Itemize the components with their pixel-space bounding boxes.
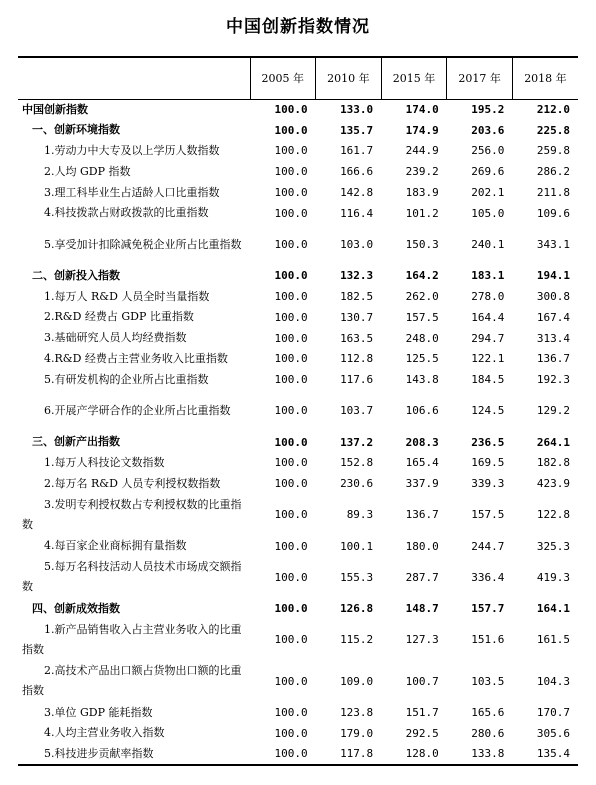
value-2018: 211.8 xyxy=(536,186,570,200)
value-2005: 100.0 xyxy=(274,404,308,418)
row-label: 5.享受加计扣除减免税企业所占比重指数 xyxy=(44,237,242,251)
value-2018: 305.6 xyxy=(536,726,570,740)
value-2018: 161.5 xyxy=(536,633,570,647)
row-label: 3.理工科毕业生占适龄人口比重指数 xyxy=(44,185,220,199)
table-row xyxy=(18,349,578,370)
value-2018: 264.1 xyxy=(536,435,570,449)
value-2018: 167.4 xyxy=(536,310,570,324)
table-row xyxy=(18,557,578,599)
value-2018: 343.1 xyxy=(536,238,570,252)
table-row xyxy=(18,473,578,494)
row-label: 1.每万人 R&D 人员全时当量指数 xyxy=(44,289,210,303)
value-2017: 105.0 xyxy=(471,206,505,220)
value-2005: 100.0 xyxy=(274,103,308,117)
value-2017: 151.6 xyxy=(471,633,505,647)
value-2005: 100.0 xyxy=(274,539,308,553)
row-label: 1.新产品销售收入占主营业务收入的比重指数 xyxy=(22,622,242,656)
table-row xyxy=(18,120,578,141)
value-2018: 259.8 xyxy=(536,144,570,158)
value-2010: 116.4 xyxy=(340,206,374,220)
value-2018: 212.0 xyxy=(536,103,570,117)
value-2010: 132.3 xyxy=(340,269,374,283)
value-2005: 100.0 xyxy=(274,165,308,179)
value-2017: 124.5 xyxy=(471,404,505,418)
value-2017: 203.6 xyxy=(471,123,505,137)
value-2010: 179.0 xyxy=(340,726,374,740)
value-2015: 125.5 xyxy=(405,352,439,366)
value-2017: 184.5 xyxy=(471,373,505,387)
value-2015: 157.5 xyxy=(405,310,439,324)
row-label: 5.每万名科技活动人员技术市场成交额指数 xyxy=(22,560,242,594)
value-2015: 143.8 xyxy=(405,373,439,387)
header-label-column xyxy=(18,57,250,99)
row-label: 3.发明专利授权数占专利授权数的比重指数 xyxy=(22,497,242,531)
value-2015: 248.0 xyxy=(405,331,439,345)
row-label: 6.开展产学研合作的企业所占比重指数 xyxy=(44,403,231,417)
value-2005: 100.0 xyxy=(274,310,308,324)
row-label: 4.人均主营业务收入指数 xyxy=(44,726,165,740)
value-2010: 126.8 xyxy=(340,602,374,616)
value-2015: 136.7 xyxy=(405,508,439,522)
value-2017: 165.6 xyxy=(471,706,505,719)
table-row xyxy=(18,661,578,703)
value-2010: 135.7 xyxy=(340,123,374,137)
value-2015: 151.7 xyxy=(405,706,439,719)
value-2010: 109.0 xyxy=(340,674,374,688)
value-2005: 100.0 xyxy=(274,674,308,688)
value-2017: 103.5 xyxy=(471,674,505,688)
value-2018: 182.8 xyxy=(536,456,570,470)
value-2018: 225.8 xyxy=(536,123,570,137)
value-2015: 292.5 xyxy=(405,726,439,740)
row-label: 4.每百家企业商标拥有量指数 xyxy=(44,539,187,553)
value-2018: 313.4 xyxy=(536,331,570,345)
value-2018: 170.7 xyxy=(536,706,570,719)
value-2010: 142.8 xyxy=(340,186,374,200)
value-2018: 104.3 xyxy=(536,674,570,688)
value-2015: 287.7 xyxy=(405,570,439,584)
value-2017: 244.7 xyxy=(471,539,505,553)
table-row xyxy=(18,744,578,765)
row-label: 1.每万人科技论文数指数 xyxy=(44,455,165,469)
value-2010: 103.7 xyxy=(340,404,374,418)
value-2017: 157.7 xyxy=(471,602,505,616)
row-label: 2.高技术产品出口额占货物出口额的比重指数 xyxy=(22,664,242,698)
value-2015: 106.6 xyxy=(405,404,439,418)
header-year-2018: 2018 年 xyxy=(512,57,578,99)
table-row xyxy=(18,182,578,203)
value-2005: 100.0 xyxy=(274,435,308,449)
value-2005: 100.0 xyxy=(274,144,308,158)
value-2018: 194.1 xyxy=(536,269,570,283)
value-2005: 100.0 xyxy=(274,477,308,491)
value-2017: 183.1 xyxy=(471,269,505,283)
table-row xyxy=(18,390,578,432)
value-2005: 100.0 xyxy=(274,290,308,304)
table-row xyxy=(18,494,578,536)
value-2017: 164.4 xyxy=(471,310,505,324)
table-row xyxy=(18,432,578,453)
row-label: 3.单位 GDP 能耗指数 xyxy=(44,705,153,719)
value-2018: 286.2 xyxy=(536,165,570,179)
value-2010: 89.3 xyxy=(346,508,374,522)
value-2015: 127.3 xyxy=(405,633,439,647)
value-2017: 133.8 xyxy=(447,744,513,765)
row-label: 5.有研发机构的企业所占比重指数 xyxy=(44,372,209,386)
value-2005: 100.0 xyxy=(274,123,308,137)
value-2005: 100.0 xyxy=(274,238,308,252)
value-2010: 112.8 xyxy=(340,352,374,366)
value-2017: 240.1 xyxy=(471,238,505,252)
value-2018: 135.4 xyxy=(512,744,578,765)
value-2015: 148.7 xyxy=(405,602,439,616)
table-header-row xyxy=(18,57,578,99)
value-2015: 101.2 xyxy=(405,206,439,220)
value-2015: 244.9 xyxy=(405,144,439,158)
table-row xyxy=(18,619,578,661)
value-2015: 100.7 xyxy=(405,674,439,688)
header-year-2015: 2015 年 xyxy=(381,57,447,99)
value-2015: 180.0 xyxy=(405,539,439,553)
row-label: 中国创新指数 xyxy=(22,102,88,116)
value-2017: 195.2 xyxy=(471,103,505,117)
value-2010: 230.6 xyxy=(340,477,374,491)
value-2005: 100.0 xyxy=(274,373,308,387)
table-row xyxy=(18,286,578,307)
table-row xyxy=(18,328,578,349)
value-2015: 239.2 xyxy=(405,165,439,179)
value-2018: 122.8 xyxy=(536,508,570,522)
value-2018: 419.3 xyxy=(536,570,570,584)
value-2015: 165.4 xyxy=(405,456,439,470)
value-2005: 100.0 xyxy=(274,206,308,220)
value-2005: 100.0 xyxy=(250,744,316,765)
value-2005: 100.0 xyxy=(274,602,308,616)
value-2015: 208.3 xyxy=(405,435,439,449)
table-row xyxy=(18,99,578,120)
table-row xyxy=(18,203,578,224)
table-row xyxy=(18,265,578,286)
row-label: 2.每万名 R&D 人员专利授权数指数 xyxy=(44,476,221,490)
value-2010: 103.0 xyxy=(340,238,374,252)
row-label: 三、创新产出指数 xyxy=(32,435,120,449)
value-2010: 161.7 xyxy=(340,144,374,158)
value-2010: 117.8 xyxy=(316,744,382,765)
value-2015: 128.0 xyxy=(381,744,447,765)
value-2010: 137.2 xyxy=(340,435,374,449)
value-2015: 164.2 xyxy=(405,269,439,283)
value-2017: 122.1 xyxy=(471,352,505,366)
value-2017: 236.5 xyxy=(471,435,505,449)
value-2018: 164.1 xyxy=(536,602,570,616)
value-2018: 109.6 xyxy=(536,206,570,220)
value-2015: 337.9 xyxy=(405,477,439,491)
value-2017: 294.7 xyxy=(471,331,505,345)
value-2015: 262.0 xyxy=(405,290,439,304)
value-2017: 278.0 xyxy=(471,290,505,304)
value-2005: 100.0 xyxy=(274,706,308,719)
row-label: 5.科技进步贡献率指数 xyxy=(18,744,250,765)
header-year-2005: 2005 年 xyxy=(250,57,316,99)
value-2010: 166.6 xyxy=(340,165,374,179)
table-row xyxy=(18,369,578,390)
value-2005: 100.0 xyxy=(274,508,308,522)
table-row xyxy=(18,453,578,474)
table-row xyxy=(18,598,578,619)
table-row xyxy=(18,224,578,266)
table-row xyxy=(18,161,578,182)
value-2017: 169.5 xyxy=(471,456,505,470)
value-2005: 100.0 xyxy=(274,352,308,366)
value-2010: 155.3 xyxy=(340,570,374,584)
value-2010: 115.2 xyxy=(340,633,374,647)
row-label: 四、创新成效指数 xyxy=(32,601,120,615)
value-2018: 423.9 xyxy=(536,477,570,491)
row-label: 二、创新投入指数 xyxy=(32,268,120,282)
row-label: 4.R&D 经费占主营业务收入比重指数 xyxy=(44,351,228,365)
value-2017: 202.1 xyxy=(471,186,505,200)
page-title: 中国创新指数情况 xyxy=(226,17,370,37)
value-2017: 336.4 xyxy=(471,570,505,584)
value-2010: 152.8 xyxy=(340,456,374,470)
value-2005: 100.0 xyxy=(274,456,308,470)
value-2017: 157.5 xyxy=(471,508,505,522)
innovation-index-table xyxy=(18,56,578,766)
table-body xyxy=(18,99,578,765)
table-row xyxy=(18,536,578,557)
value-2010: 133.0 xyxy=(340,103,374,117)
value-2005: 100.0 xyxy=(274,726,308,740)
value-2005: 100.0 xyxy=(274,269,308,283)
table-row xyxy=(18,723,578,744)
table-row xyxy=(18,307,578,328)
value-2010: 117.6 xyxy=(340,373,374,387)
row-label: 3.基础研究人员人均经费指数 xyxy=(44,331,187,345)
value-2018: 136.7 xyxy=(536,352,570,366)
value-2010: 100.1 xyxy=(340,539,374,553)
value-2010: 182.5 xyxy=(340,290,374,304)
value-2015: 174.9 xyxy=(405,123,439,137)
value-2005: 100.0 xyxy=(274,186,308,200)
table-row xyxy=(18,141,578,162)
value-2015: 183.9 xyxy=(405,186,439,200)
value-2010: 123.8 xyxy=(340,706,374,719)
value-2018: 129.2 xyxy=(536,404,570,418)
table-row xyxy=(18,702,578,723)
header-year-2017: 2017 年 xyxy=(447,57,513,99)
header-year-2010: 2010 年 xyxy=(316,57,382,99)
row-label: 一、创新环境指数 xyxy=(32,123,120,137)
row-label: 2.R&D 经费占 GDP 比重指数 xyxy=(44,310,194,324)
value-2015: 174.0 xyxy=(405,103,439,117)
value-2018: 300.8 xyxy=(536,290,570,304)
value-2018: 325.3 xyxy=(536,539,570,553)
row-label: 2.人均 GDP 指数 xyxy=(44,164,131,178)
row-label: 1.劳动力中大专及以上学历人数指数 xyxy=(44,143,220,157)
value-2017: 339.3 xyxy=(471,477,505,491)
value-2010: 163.5 xyxy=(340,331,374,345)
value-2017: 256.0 xyxy=(471,144,505,158)
value-2017: 269.6 xyxy=(471,165,505,179)
value-2005: 100.0 xyxy=(274,633,308,647)
value-2018: 192.3 xyxy=(536,373,570,387)
value-2017: 280.6 xyxy=(471,726,505,740)
value-2005: 100.0 xyxy=(274,331,308,345)
value-2010: 130.7 xyxy=(340,310,374,324)
row-label: 4.科技拨款占财政拨款的比重指数 xyxy=(44,206,209,220)
value-2015: 150.3 xyxy=(405,238,439,252)
value-2005: 100.0 xyxy=(274,570,308,584)
